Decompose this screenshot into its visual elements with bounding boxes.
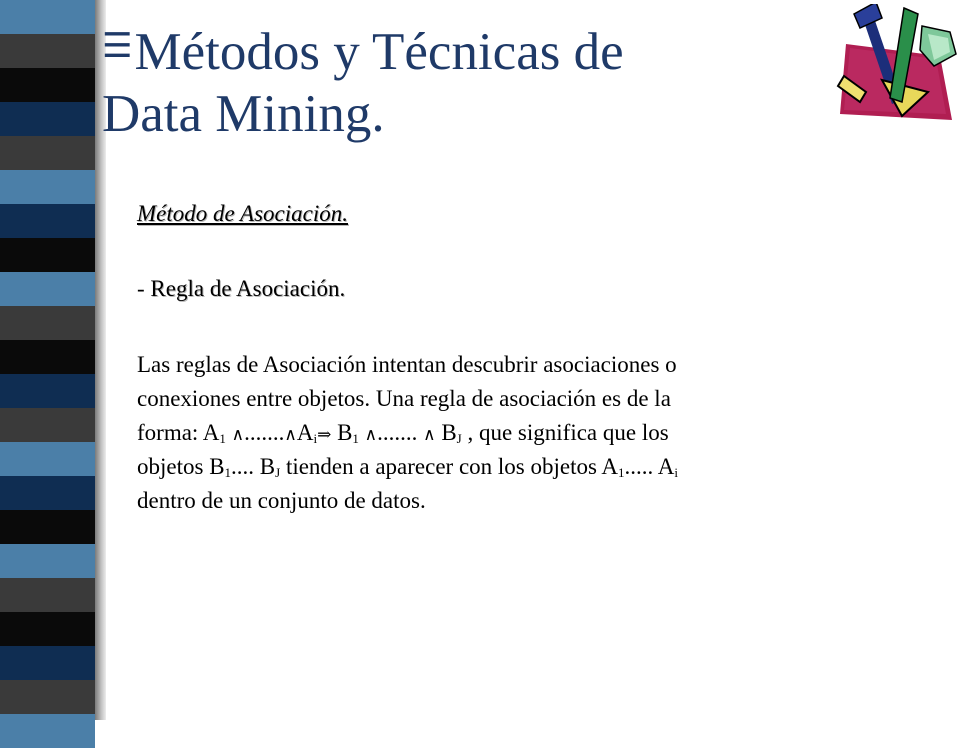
stripe-block [0,34,95,68]
paragraph-line-1: Las reglas de Asociación intentan descubrir asociaciones o [137,352,677,377]
stripe-block [0,680,95,714]
stripe-block [0,408,95,442]
formula-text: A [296,420,314,445]
slide-title [102,16,802,145]
formula-subscript: 1 [352,431,359,446]
stripe-block [0,68,95,102]
description-paragraph [137,348,917,518]
formula-text: ....... [377,420,424,445]
formula-subscript: i [313,431,318,446]
stripe-block [0,238,95,272]
paragraph-line-2: conexiones entre objetos. Una regla de asociación es de la [137,386,671,411]
and-operator: ∧ [231,425,245,445]
rule-heading [137,274,917,304]
formula-subscript: 1 [224,465,232,480]
formula-subscript: J [275,465,281,480]
paragraph-line-3 [137,416,917,450]
stripe-block [0,714,95,748]
formula-subscript: i [674,465,679,480]
and-operator: ∧ [364,425,378,445]
formula-text: B [435,420,457,445]
formula-text: .... B [231,454,276,479]
slide-body [137,196,917,518]
stripe-block [0,374,95,408]
formula-text: ....... [244,420,285,445]
formula-text: tienden a aparecer con los objetos A [280,454,619,479]
decorative-stripe [0,0,106,720]
rule-dash: - [137,276,151,301]
formula-subscript: 1 [618,465,625,480]
formula-text: objetos B [137,454,225,479]
stripe-block [0,476,95,510]
stripe-block [0,442,95,476]
stripe-blocks [0,0,95,720]
stripe-block [0,544,95,578]
stripe-block [0,510,95,544]
title-line-1: Métodos y Técnicas de [134,23,624,81]
stripe-block [0,612,95,646]
triple-bar-bullet-icon: ☰ [102,28,133,65]
mining-tools-icon [832,4,958,124]
stripe-block [0,340,95,374]
stripe-block [0,102,95,136]
stripe-block [0,170,95,204]
stripe-block [0,306,95,340]
formula-text: , que significa que los [461,420,669,445]
title-line-2: Data Mining. [102,85,385,143]
stripe-block [0,0,95,34]
paragraph-line-4 [137,450,917,484]
and-operator: ∧ [284,425,297,445]
formula-text: B [331,420,353,445]
stripe-block [0,646,95,680]
formula-text: forma: A [137,420,220,445]
formula-text: ..... A [624,454,675,479]
stripe-block [0,204,95,238]
stripe-block [0,578,95,612]
method-heading: Método de Asociación. [137,201,348,226]
implies-operator: ⇒ [317,425,332,445]
paragraph-line-5: dentro de un conjunto de datos. [137,488,426,513]
formula-subscript: J [456,431,462,446]
formula-subscript: 1 [219,431,226,446]
stripe-block [0,136,95,170]
stripe-block [0,272,95,306]
rule-label: Regla de Asociación. [150,276,346,301]
and-operator: ∧ [423,425,436,445]
